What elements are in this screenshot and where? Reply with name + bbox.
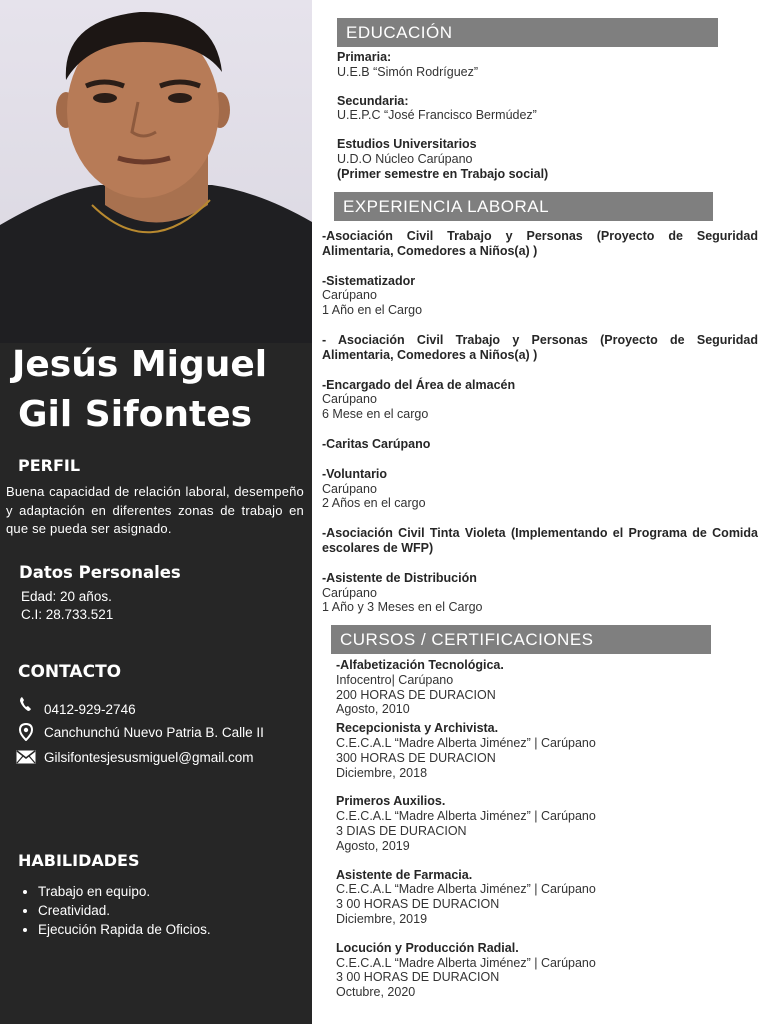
curso-place: C.E.C.A.L “Madre Alberta Jiménez” | Carúpano bbox=[336, 735, 596, 750]
curso-place: C.E.C.A.L “Madre Alberta Jiménez” | Carúpano bbox=[336, 882, 596, 897]
contacto-heading: CONTACTO bbox=[18, 662, 122, 682]
location-pin-icon bbox=[16, 723, 36, 741]
curso-name: Recepcionista y Archivista. bbox=[336, 721, 499, 736]
exp3-place: Carúpano bbox=[322, 481, 377, 496]
secundaria-label: Secundaria: bbox=[337, 93, 409, 108]
exp2-place: Carúpano bbox=[322, 392, 377, 407]
curso-hours: 3 00 HORAS DE DURACION bbox=[336, 970, 500, 985]
datos-edad: Edad: 20 años. bbox=[21, 589, 112, 604]
exp1-org: -Asociación Civil Trabajo y Personas (Proyecto de Seguridad Alimentaria, Comedores a Niños(a) ) bbox=[322, 229, 758, 258]
uni-value: U.D.O Núcleo Carúpano bbox=[337, 151, 473, 166]
exp3-role: -Voluntario bbox=[322, 466, 388, 481]
contact-phone bbox=[16, 690, 136, 717]
skill-item: • Creatividad. bbox=[38, 901, 211, 920]
curso-date: Diciembre, 2019 bbox=[336, 911, 428, 926]
curso-item bbox=[336, 721, 756, 780]
perfil-text: Buena capacidad de relación laboral, desempeño y adaptación en diferentes zonas de trabajo en que se pueda ser asignado. bbox=[6, 484, 304, 536]
exp2-org: - Asociación Civil Trabajo y Personas (Proyecto de Seguridad Alimentaria, Comedores a Niños(a) ) bbox=[322, 332, 758, 362]
skill-item: • Trabajo en equipo. bbox=[38, 882, 211, 901]
curso-date: Agosto, 2019 bbox=[336, 838, 410, 853]
educacion-block bbox=[337, 50, 757, 182]
full-name bbox=[12, 340, 267, 440]
primaria-label: Primaria: bbox=[337, 50, 392, 64]
email-text: Gilsifontesjesusmiguel@gmail.com bbox=[44, 749, 254, 765]
exp1-time: 1 Año en el Cargo bbox=[322, 303, 423, 318]
name-line-1: Jesús Miguel bbox=[12, 344, 268, 385]
perfil-heading: PERFIL bbox=[18, 456, 81, 475]
curso-item bbox=[336, 794, 756, 853]
exp4-time: 1 Año y 3 Meses en el Cargo bbox=[322, 600, 483, 615]
curso-item bbox=[336, 941, 756, 1000]
skill-item: • Ejecución Rapida de Oficios. bbox=[38, 920, 211, 939]
curso-date: Diciembre, 2018 bbox=[336, 765, 428, 780]
datos-heading: Datos Personales bbox=[19, 563, 181, 582]
exp3-time: 2 Años en el cargo bbox=[322, 496, 426, 511]
curso-name: -Alfabetización Tecnológica. bbox=[336, 658, 504, 672]
envelope-icon bbox=[16, 748, 36, 766]
curso-name: Asistente de Farmacia. bbox=[336, 867, 473, 882]
exp4-org: -Asociación Civil Tinta Violeta (Implementando el Programa de Comida escolares de WFP) bbox=[322, 526, 758, 555]
phone-text: 0412-929-2746 bbox=[44, 702, 136, 717]
name-line-2: Gil Sifontes bbox=[18, 394, 253, 435]
secundaria-value: U.E.P.C “José Francisco Bermúdez” bbox=[337, 108, 537, 123]
datos-ci: C.I: 28.733.521 bbox=[21, 607, 114, 622]
curso-place: Infocentro| Carúpano bbox=[336, 672, 454, 687]
curso-hours: 300 HORAS DE DURACION bbox=[336, 750, 496, 765]
exp2-time: 6 Mese en el cargo bbox=[322, 407, 429, 422]
uni-note: (Primer semestre en Trabajo social) bbox=[337, 166, 549, 181]
curso-item bbox=[336, 658, 756, 717]
experiencia-heading: EXPERIENCIA LABORAL bbox=[334, 192, 713, 221]
exp1-role: -Sistematizador bbox=[322, 273, 416, 288]
exp2-role: -Encargado del Área de almacén bbox=[322, 377, 516, 392]
main-content bbox=[312, 0, 768, 1024]
curso-hours: 3 00 HORAS DE DURACION bbox=[336, 897, 500, 912]
curso-name: Primeros Auxilios. bbox=[336, 794, 446, 809]
experiencia-block bbox=[322, 229, 758, 615]
phone-icon bbox=[16, 695, 36, 713]
exp4-role: -Asistente de Distribución bbox=[322, 570, 477, 585]
curso-name: Locución y Producción Radial. bbox=[336, 940, 519, 955]
habilidades-heading: HABILIDADES bbox=[18, 851, 140, 870]
educacion-heading: EDUCACIÓN bbox=[337, 18, 718, 47]
uni-label: Estudios Universitarios bbox=[337, 137, 477, 152]
address-text: Canchunchú Nuevo Patria B. Calle II bbox=[44, 724, 264, 740]
curso-date: Agosto, 2010 bbox=[336, 702, 410, 717]
exp4-place: Carúpano bbox=[322, 585, 377, 600]
exp3-org: -Caritas Carúpano bbox=[322, 436, 431, 451]
profile-photo bbox=[0, 0, 312, 343]
skills-list bbox=[20, 882, 211, 939]
sidebar bbox=[0, 0, 312, 1024]
curso-place: C.E.C.A.L “Madre Alberta Jiménez” | Carúpano bbox=[336, 809, 596, 824]
contact-email bbox=[16, 748, 254, 766]
curso-place: C.E.C.A.L “Madre Alberta Jiménez” | Carúpano bbox=[336, 955, 596, 970]
contact-address bbox=[16, 723, 264, 741]
curso-hours: 3 DIAS DE DURACION bbox=[336, 823, 467, 838]
cursos-heading: CURSOS / CERTIFICACIONES bbox=[331, 625, 711, 654]
curso-date: Octubre, 2020 bbox=[336, 985, 416, 1000]
exp1-place: Carúpano bbox=[322, 288, 377, 303]
cursos-block bbox=[336, 658, 756, 1000]
curso-hours: 200 HORAS DE DURACION bbox=[336, 687, 496, 702]
primaria-value: U.E.B “Simón Rodríguez” bbox=[337, 64, 479, 79]
portrait-illustration bbox=[0, 0, 312, 343]
curso-item bbox=[336, 868, 756, 927]
